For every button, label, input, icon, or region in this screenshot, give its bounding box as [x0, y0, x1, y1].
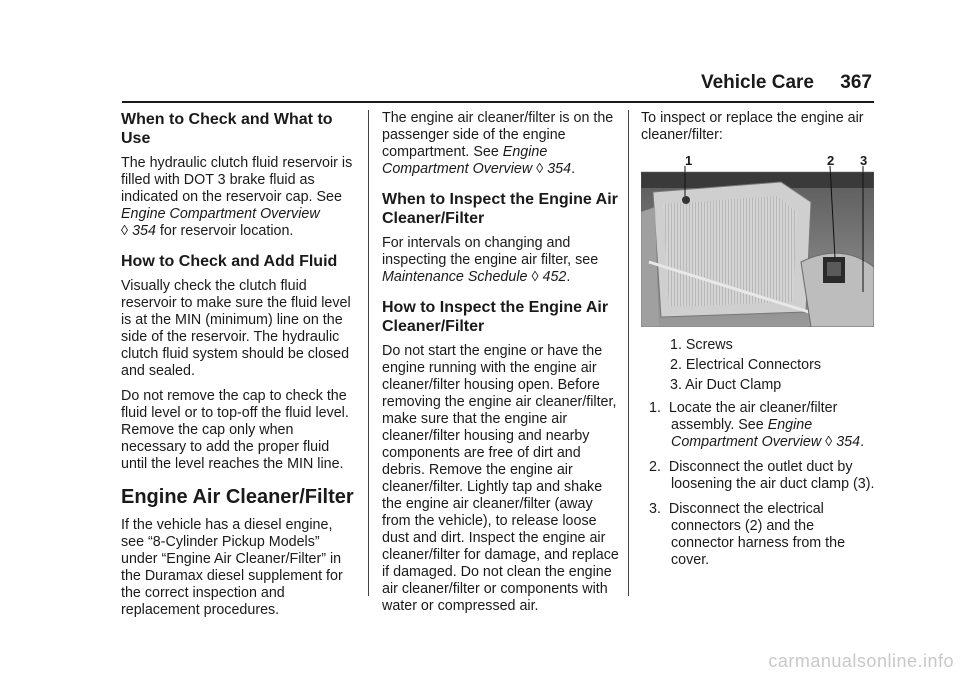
heading-how-to-inspect: How to Inspect the Engine Air Cleaner/Filter: [382, 299, 609, 335]
page-ref-symbol: ◊: [536, 161, 544, 177]
steps-list: [641, 400, 877, 569]
engine-air-cleaner-photo: [641, 152, 874, 327]
cross-reference-link[interactable]: Engine Compartment Overview: [671, 417, 822, 450]
list-item: 3. Disconnect the electrical connectors (2) and the connector harness from the cover.: [649, 501, 846, 568]
paragraph: The hydraulic clutch fluid reservoir is filled with DOT 3 brake fluid as indicated on the reservoir cap. See Engine Compartment Overview ◊ 354 for reservoir location.: [121, 155, 353, 239]
page-ref[interactable]: 452: [542, 269, 567, 285]
paragraph: If the vehicle has a diesel engine, see “8-Cylinder Pickup Models” under “Engine Air Cleaner/Filter” in the Duramax diesel supplement for the correct inspection and replacement procedures.: [121, 517, 343, 618]
page-ref[interactable]: 354: [547, 161, 572, 177]
page-number: 367: [840, 72, 872, 93]
heading-how-to-check: How to Check and Add Fluid: [121, 253, 338, 270]
page-header: [122, 72, 874, 98]
paragraph: Visually check the clutch fluid reservoir to make sure the fluid level is at the MIN (minimum) line on the side of the reservoir. The hydraulic clutch fluid system should be closed and sealed.: [121, 278, 351, 379]
page-ref-symbol: ◊: [121, 223, 129, 239]
paragraph: Do not remove the cap to check the fluid level or to top-off the fluid level. Remove the cap only when necessary to add the proper fluid until the level reaches the MIN line.: [121, 388, 349, 472]
paragraph: Do not start the engine or have the engine running with the engine air cleaner/filter housing open. Before removing the engine air cleaner/filter, make sure that the engine air cleaner/filter housing and nearby components are free of dirt and debris. Remove the engine air cleaner/filter. Lightly tap and shake the engine air cleaner/filter (away from the vehicle), to release loose dust and dirt. Inspect the engine air cleaner/filter for damage, and replace if damaged. Do not clean the engine air cleaner/filter or components with water or compressed air.: [382, 343, 619, 614]
page-ref[interactable]: 354: [836, 434, 861, 450]
header-rule: [122, 101, 874, 103]
section-title: Vehicle Care: [700, 72, 814, 93]
page-ref-symbol: ◊: [531, 269, 539, 285]
watermark: carmanualsonline.info: [768, 651, 954, 671]
paragraph: For intervals on changing and inspecting the engine air filter, see Maintenance Schedule ◊ 452.: [382, 235, 599, 285]
column-1: [121, 110, 357, 627]
callout-1: 1: [685, 153, 693, 168]
page-ref[interactable]: 354: [132, 223, 156, 239]
callout-2: 2: [827, 153, 835, 168]
cross-reference-link[interactable]: Maintenance Schedule: [382, 269, 528, 285]
cross-reference-link[interactable]: Engine Compartment Overview: [382, 144, 548, 177]
legend-item: 2. Electrical Connectors: [670, 357, 821, 373]
callout-3: 3: [860, 153, 868, 168]
paragraph: To inspect or replace the engine air cleaner/filter:: [641, 110, 864, 143]
page-ref-symbol: ◊: [825, 434, 833, 450]
engine-photo-image: [641, 152, 874, 327]
heading-engine-air-cleaner: Engine Air Cleaner/Filter: [121, 486, 354, 508]
photo-legend: [670, 337, 877, 394]
column-divider: [628, 110, 629, 596]
heading-when-to-check: When to Check and What to Use: [121, 111, 333, 147]
column-3: [641, 110, 877, 577]
list-item: 1. Locate the air cleaner/filter assembly. See Engine Compartment Overview ◊ 354.: [649, 400, 865, 450]
cross-reference-link[interactable]: Engine Compartment Overview: [121, 206, 320, 222]
paragraph: The engine air cleaner/filter is on the passenger side of the engine compartment. See Engine Compartment Overview ◊ 354.: [382, 110, 614, 177]
list-item: 2. Disconnect the outlet duct by loosening the air duct clamp (3).: [649, 459, 875, 492]
column-divider: [368, 110, 369, 596]
heading-when-to-inspect: When to Inspect the Engine Air Cleaner/Filter: [382, 191, 618, 227]
legend-item: 1. Screws: [670, 337, 733, 353]
legend-item: 3. Air Duct Clamp: [670, 377, 782, 393]
column-2: [382, 110, 622, 623]
